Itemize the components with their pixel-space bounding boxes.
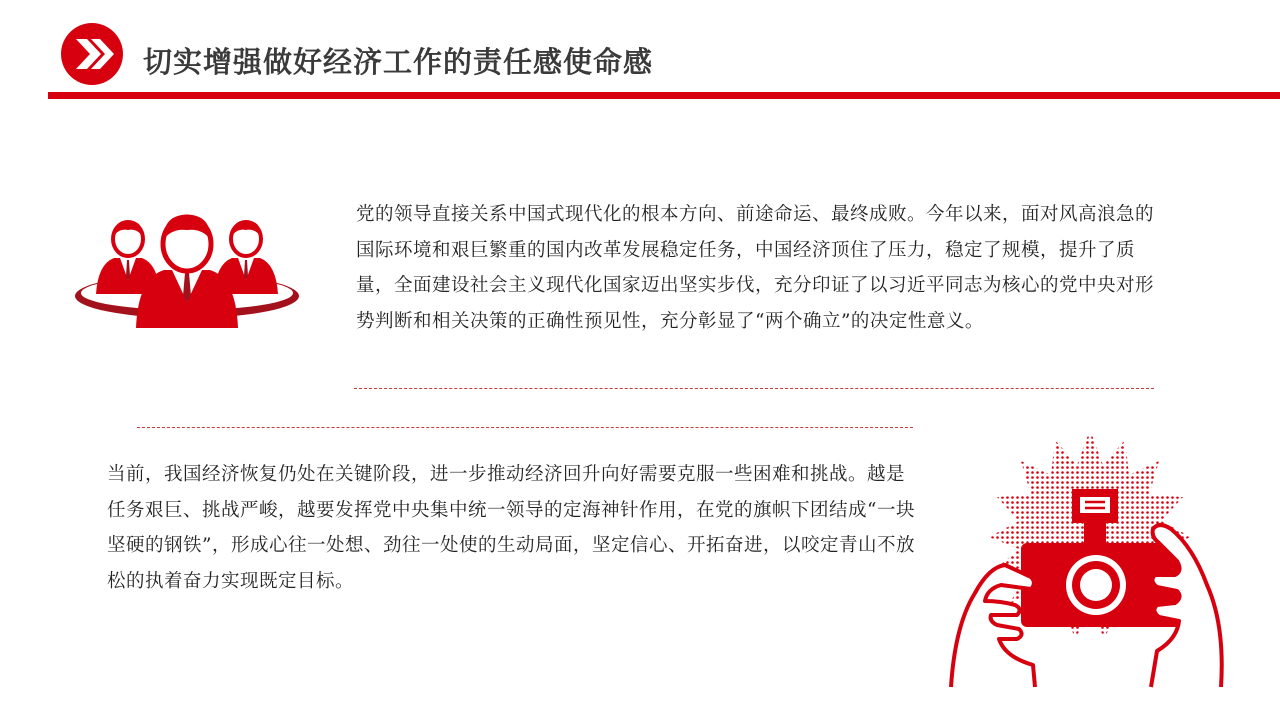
header-underline [48, 92, 1280, 99]
business-people-group-icon [72, 206, 302, 336]
section-2-paragraph: 当前，我国经济恢复仍处在关键阶段，进一步推动经济回升向好需要克服一些困难和挑战。越是任务艰巨、挑战严峻，越要发挥党中央集中统一领导的定海神针作用，在党的旗帜下团结成“一块坚硬的钢铁”，形成心往一处想、劲往一处使的生动局面，坚定信心、开拓奋进，以咬定青山不放松的执着奋力实现既定目标。 [107, 464, 915, 592]
page-title: 切实增强做好经济工作的责任感使命感 [143, 45, 654, 79]
dashed-divider [137, 427, 913, 428]
double-chevron-right-icon [60, 22, 124, 86]
camera-in-hands-icon [945, 425, 1230, 690]
dashed-divider [354, 388, 1154, 389]
section-1-paragraph: 党的领导直接关系中国式现代化的根本方向、前途命运、最终成败。今年以来，面对风高浪急的国际环境和艰巨繁重的国内改革发展稳定任务，中国经济顶住了压力，稳定了规模，提升了质量，全面建设社会主义现代化国家迈出坚实步伐，充分印证了以习近平同志为核心的党中央对形势判断和相关决策的正确性预见性，充分彰显了“两个确立”的决定性意义。 [356, 204, 1155, 332]
